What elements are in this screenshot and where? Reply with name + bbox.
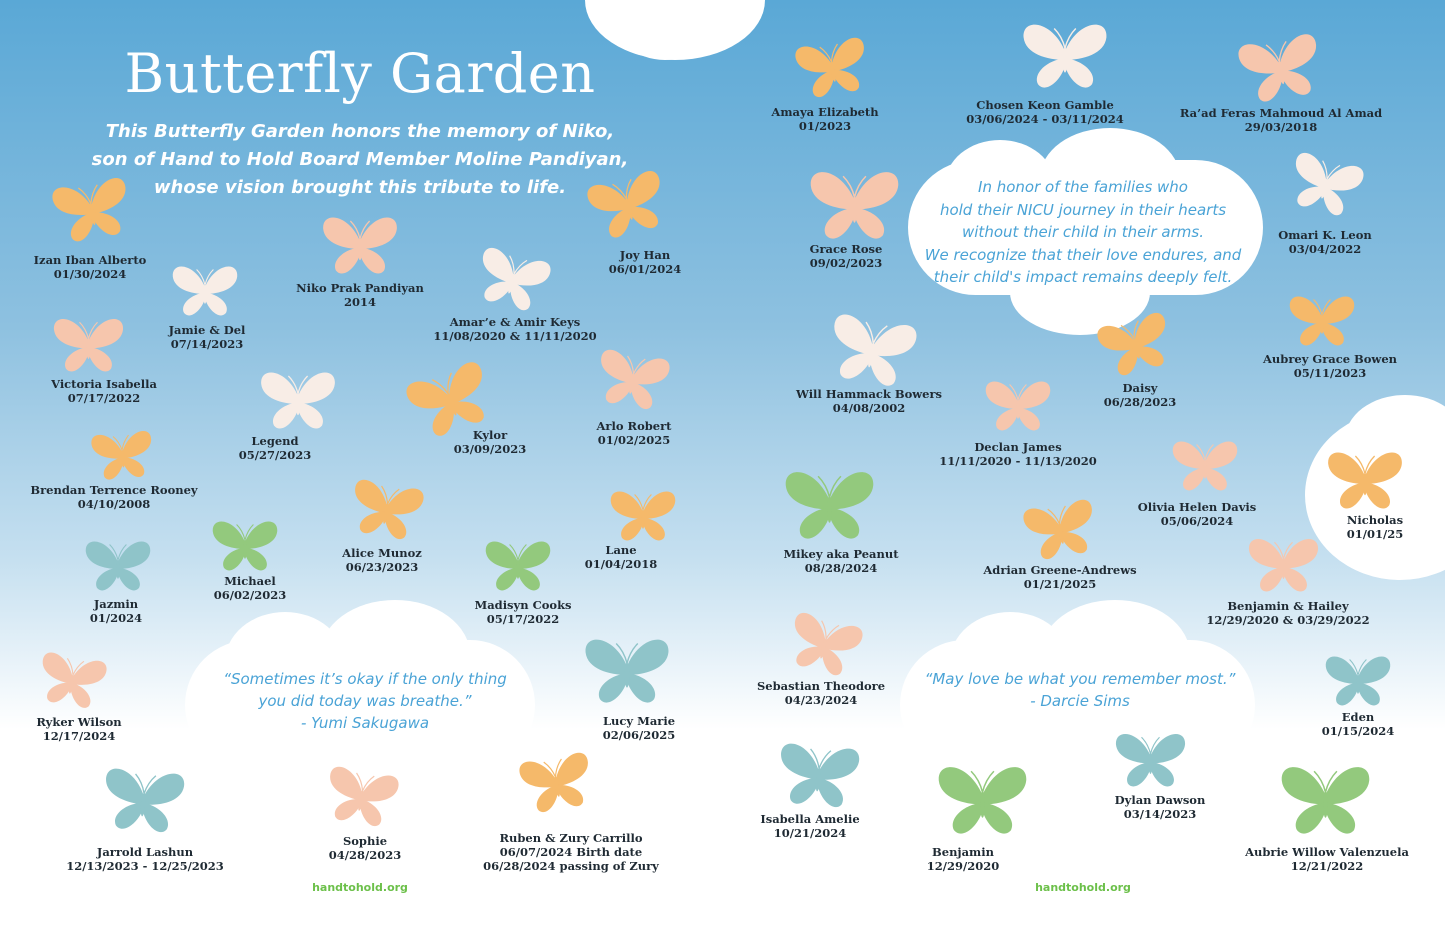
memorial-date: 11/11/2020 - 11/13/2020	[939, 454, 1097, 468]
memorial-date: 04/28/2023	[328, 848, 402, 862]
memorial-label	[1347, 513, 1403, 541]
memorial-date: 01/2023	[798, 119, 852, 133]
memorial-name: Niko Prak Pandiyan	[296, 281, 424, 295]
memorial-label	[34, 253, 147, 281]
memorial-label	[51, 377, 157, 405]
memorial-label	[597, 419, 672, 447]
memorial-name: Izan Iban Alberto	[33, 253, 147, 267]
memorial-label	[1115, 793, 1206, 821]
memorial-date: 06/23/2023	[345, 560, 419, 574]
butterfly-icon	[343, 470, 429, 549]
memorial-name: Aubrey Grace Bowen	[1262, 352, 1398, 366]
memorial-label	[771, 105, 878, 133]
memorial-name: Omari K. Leon	[1278, 228, 1372, 242]
memorial-name: Sebastian Theodore	[756, 679, 886, 693]
butterfly-icon	[1278, 757, 1373, 843]
memorial-date: 01/04/2018	[584, 557, 658, 571]
memorial-label	[66, 845, 224, 873]
butterfly-icon	[1280, 143, 1370, 228]
butterfly-icon	[32, 643, 112, 717]
memorial-name: Ruben & Zury Carrillo	[499, 831, 643, 845]
butterfly-icon	[483, 534, 553, 597]
butterfly-icon	[258, 364, 338, 436]
memorial-name: Ra’ad Feras Mahmoud Al Amad	[1179, 106, 1383, 120]
memorial-name: Dylan Dawson	[1114, 793, 1206, 807]
butterfly-icon	[170, 259, 240, 322]
butterfly-icon	[97, 758, 188, 842]
memorial-label	[1263, 352, 1397, 380]
memorial-label	[30, 483, 197, 511]
memorial-date: 06/07/2024 Birth date	[499, 845, 643, 859]
butterfly-icon	[1323, 649, 1393, 712]
memorial-label	[983, 563, 1136, 591]
memorial-date: 11/08/2020 & 11/11/2020	[433, 329, 597, 343]
memorial-date: 06/01/2024	[608, 262, 682, 276]
memorial-label	[609, 248, 681, 276]
butterfly-icon	[83, 534, 153, 597]
intro-line: This Butterfly Garden honors the memory of Niko,	[105, 121, 615, 142]
butterfly-icon	[608, 484, 678, 547]
memorial-date: 03/14/2023	[1123, 807, 1197, 821]
memorial-name: Jarrold Lashun	[96, 845, 194, 859]
memorial-label	[966, 98, 1124, 126]
memorial-name: Amar’e & Amir Keys	[449, 315, 581, 329]
memorial-date: 06/28/2023	[1103, 395, 1177, 409]
quote-line: - Yumi Sakugawa	[300, 714, 430, 732]
butterfly-icon	[1113, 726, 1188, 794]
intro-text	[60, 118, 660, 202]
memorial-date: 12/29/2020 & 03/29/2022	[1206, 613, 1370, 627]
butterfly-icon	[1246, 531, 1321, 599]
memorial-label	[757, 679, 885, 707]
nicu-line: hold their NICU journey in their hearts	[939, 200, 1227, 219]
butterfly-icon	[467, 238, 557, 323]
memorial-date: 03/06/2024 - 03/11/2024	[966, 112, 1124, 126]
memorial-label	[169, 323, 246, 351]
memorial-label	[760, 812, 859, 840]
memorial-name: Adrian Greene-Andrews	[983, 563, 1137, 577]
memorial-date: 06/02/2023	[213, 588, 287, 602]
memorial-label	[239, 434, 311, 462]
memorial-label	[1322, 710, 1394, 738]
memorial-label	[1180, 106, 1382, 134]
memorial-label	[927, 845, 999, 873]
memorial-date: 01/01/25	[1346, 527, 1404, 541]
butterfly-icon	[589, 340, 675, 419]
memorial-name: Madisyn Cooks	[474, 598, 572, 612]
butterfly-icon	[1170, 434, 1240, 497]
memorial-date: 05/17/2022	[486, 612, 560, 626]
memorial-name: Lucy Marie	[602, 714, 676, 728]
memorial-name: Kylor	[472, 428, 508, 442]
memorial-date: 29/03/2018	[1244, 120, 1318, 134]
website-link[interactable]: handtohold.org	[1035, 881, 1131, 894]
memorial-name: Eden	[1341, 710, 1375, 724]
butterfly-icon	[983, 374, 1053, 437]
memorial-name: Aubrie Willow Valenzuela	[1245, 845, 1409, 859]
memorial-date: 12/17/2024	[42, 729, 116, 743]
memorial-label	[1206, 599, 1369, 627]
memorial-date: 01/15/2024	[1321, 724, 1395, 738]
butterfly-icon	[582, 630, 672, 711]
memorial-label	[796, 387, 942, 415]
butterfly-icon	[821, 302, 924, 397]
memorial-name: Alice Munoz	[342, 546, 422, 560]
memorial-date: 2014	[343, 295, 376, 309]
memorial-date: 05/27/2023	[238, 448, 312, 462]
quote-line: - Darcie Sims	[1030, 692, 1130, 710]
memorial-name: Arlo Robert	[596, 419, 672, 433]
memorial-label	[433, 315, 596, 343]
memorial-date: 03/09/2023	[453, 442, 527, 456]
memorial-label	[1138, 500, 1256, 528]
butterfly-icon	[789, 28, 875, 107]
memorial-name: Amaya Elizabeth	[771, 105, 879, 119]
memorial-label	[1278, 228, 1372, 256]
memorial-date: 08/28/2024	[804, 561, 878, 575]
butterfly-icon	[1325, 444, 1405, 516]
memorial-name: Jazmin	[93, 597, 139, 611]
memorial-label	[810, 242, 883, 270]
memorial-name: Ryker Wilson	[36, 715, 122, 729]
memorial-label	[90, 597, 142, 625]
quote-left	[205, 668, 525, 734]
memorial-label	[603, 714, 675, 742]
memorial-name: Benjamin	[932, 845, 994, 859]
memorial-name: Lane	[605, 543, 637, 557]
memorial-name: Chosen Keon Gamble	[976, 98, 1114, 112]
nicu-line: without their child in their arms.	[962, 223, 1204, 241]
memorial-name: Legend	[251, 434, 299, 448]
memorial-label	[483, 831, 659, 873]
quote-line: “Sometimes it’s okay if the only thing	[223, 670, 507, 688]
butterfly-icon	[782, 462, 877, 548]
memorial-date: 07/17/2022	[67, 391, 141, 405]
memorial-name: Michael	[224, 574, 276, 588]
butterfly-icon	[51, 311, 126, 379]
memorial-name: Brendan Terrence Rooney	[30, 483, 198, 497]
intro-line: whose vision brought this tribute to life.	[153, 177, 567, 198]
memorial-date: 05/06/2024	[1160, 514, 1234, 528]
butterfly-icon	[513, 743, 599, 822]
memorial-date: 09/02/2023	[809, 256, 883, 270]
memorial-label	[1104, 381, 1176, 409]
quote-right	[915, 668, 1245, 712]
memorial-label	[329, 834, 401, 862]
memorial-name: Nicholas	[1346, 513, 1404, 527]
butterfly-icon	[46, 168, 137, 253]
memorial-name: Jamie & Del	[168, 323, 246, 337]
butterfly-icon	[320, 209, 400, 281]
butterfly-icon	[935, 757, 1030, 843]
memorial-label	[342, 546, 422, 574]
memorial-date: 04/08/2002	[832, 401, 906, 415]
memorial-date: 01/30/2024	[53, 267, 127, 281]
memorial-date: 04/10/2008	[77, 497, 151, 511]
memorial-name: Victoria Isabella	[51, 377, 157, 391]
memorial-label	[454, 428, 526, 456]
memorial-label	[939, 440, 1097, 468]
memorial-date: 06/28/2024 passing of Zury	[483, 859, 659, 873]
memorial-name: Grace Rose	[809, 242, 883, 256]
nicu-line: We recognize that their love endures, and	[924, 245, 1242, 264]
website-link[interactable]: handtohold.org	[312, 881, 408, 894]
page-title: Butterfly Garden	[124, 42, 596, 105]
memorial-date: 01/2024	[89, 611, 143, 625]
butterfly-icon	[779, 603, 869, 688]
memorial-label	[474, 598, 571, 626]
intro-line: son of Hand to Hold Board Member Moline Pandiyan,	[91, 149, 629, 170]
memorial-label	[36, 715, 121, 743]
memorial-name: Daisy	[1122, 381, 1158, 395]
quote-line: you did today was breathe.”	[258, 692, 472, 710]
butterfly-icon	[1232, 23, 1329, 113]
memorial-date: 03/04/2022	[1288, 242, 1362, 256]
memorial-label	[214, 574, 286, 602]
memorial-name: Benjamin & Hailey	[1227, 599, 1349, 613]
memorial-name: Isabella Amelie	[760, 812, 860, 826]
butterfly-icon	[318, 757, 404, 836]
memorial-date: 10/21/2024	[773, 826, 847, 840]
butterfly-icon	[210, 514, 280, 577]
memorial-name: Declan James	[974, 440, 1062, 454]
memorial-date: 02/06/2025	[602, 728, 676, 742]
memorial-name: Olivia Helen Davis	[1137, 500, 1257, 514]
butterfly-icon	[807, 162, 902, 248]
memorial-label	[585, 543, 657, 571]
butterfly-icon	[1020, 15, 1110, 96]
memorial-name: Mikey aka Peanut	[783, 547, 899, 561]
butterfly-icon	[87, 423, 157, 487]
memorial-date: 12/29/2020	[926, 859, 1000, 873]
memorial-date: 04/23/2024	[784, 693, 858, 707]
memorial-date: 05/11/2023	[1293, 366, 1367, 380]
butterfly-icon	[1017, 490, 1103, 569]
nicu-message	[918, 176, 1248, 289]
memorial-date: 01/21/2025	[1023, 577, 1097, 591]
memorial-date: 12/21/2022	[1290, 859, 1364, 873]
memorial-date: 01/02/2025	[597, 433, 671, 447]
memorial-name: Sophie	[342, 834, 388, 848]
memorial-label	[1245, 845, 1409, 873]
memorial-label	[296, 281, 424, 309]
memorial-label	[783, 547, 898, 575]
butterfly-icon	[1287, 289, 1357, 352]
butterfly-icon	[772, 733, 863, 817]
memorial-name: Joy Han	[619, 248, 671, 262]
nicu-line: their child's impact remains deeply felt.	[933, 268, 1233, 286]
memorial-date: 07/14/2023	[170, 337, 244, 351]
nicu-line: In honor of the families who	[978, 178, 1188, 196]
quote-line: “May love be what you remember most.”	[924, 670, 1236, 688]
memorial-date: 12/13/2023 - 12/25/2023	[66, 859, 224, 873]
memorial-name: Will Hammack Bowers	[795, 387, 943, 401]
